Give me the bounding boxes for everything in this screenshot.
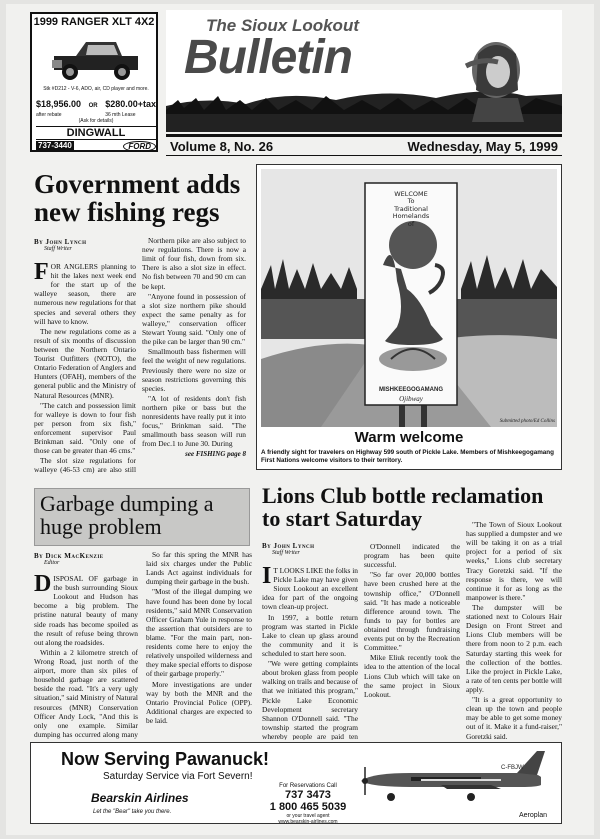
sign-language-name: Ojibway — [399, 395, 423, 403]
fishing-paragraph: Smallmouth bass fishermen will feel the weight of new regulations. Previously there were no size or season restrictions governing this species. — [142, 347, 246, 393]
lions-column-3 — [466, 520, 562, 740]
fishing-column-1 — [34, 262, 136, 476]
lions-dropcap: I — [262, 566, 272, 589]
airplane-image — [351, 745, 551, 811]
masthead-title: Bulletin — [184, 31, 352, 84]
aeroplan-logo: Aeroplan — [518, 812, 547, 819]
photo-feature — [256, 164, 562, 470]
airline-advertisement — [30, 742, 562, 824]
volume-number: Volume 8, No. 26 — [170, 138, 274, 154]
lions-lead: T LOOKS LIKE the folks in Pickle Lake may have given Sioux Lookout an excellent idea for part of the ongoing town clean-up project. — [262, 566, 358, 612]
airline-ad-subhead: Saturday Service via Fort Severn! — [103, 771, 253, 782]
truck-ask-note: (Ask for details) — [78, 118, 114, 124]
lions-byline: By John Lynch — [262, 542, 315, 550]
photo-credit: Submitted photo/Ed Collins — [499, 419, 555, 424]
lions-paragraph: Mike Eliuk recently took the idea to the attention of the local Lions Club which will take on the same project in Sioux Lookout. — [364, 653, 460, 699]
welcome-sign-photo — [261, 169, 557, 427]
truck-stock-line: Stk #D212 - V-6, ADO, air, CD player and more. — [43, 86, 149, 92]
sign-line: WELCOME — [394, 190, 428, 198]
lions-paragraph: "The Town of Sioux Lookout has supplied a dumpster and we will be taking it on as a trial project for a period of six weeks," Lions club secretary Tracy Goretzki said. "If the response is there, we will continue it for as long as the manpower is there." — [466, 520, 562, 602]
truck-price-or: OR — [88, 103, 98, 109]
fishing-byline: By John Lynch — [34, 238, 87, 246]
fishing-column-2 — [142, 236, 246, 482]
garbage-byline-role: Editor — [44, 560, 60, 566]
garbage-lead: ISPOSAL OF garbage in the bush surrounding Sioux Lookout and Hudson has become a big problem. The pristine natural beauty of many side roads has become spoiled as the result of refuse being thrown out along the roadsides. — [34, 574, 138, 647]
truck-price-row — [36, 94, 156, 118]
dealer-phone: 737-3440 — [38, 141, 72, 150]
masthead — [166, 10, 562, 132]
pickup-truck-image — [46, 34, 146, 82]
garbage-paragraph: So far this spring the MNR has laid six charges under the Public Lands Act against individuals for dumping their garbage in the bush. — [146, 550, 252, 587]
fishing-paragraph: "Anyone found in possession of a slot size northern pike should expect the same penalty as for walleye," conservation officer Stewart Young said. "Only one of the pike can be larger than 90 cm." — [142, 291, 246, 347]
truck-price-lease: $280.00+tax — [105, 99, 156, 109]
reservation-phone-tollfree: 1 800 465 5039 — [269, 801, 347, 813]
reservation-note: or your travel agent — [286, 813, 330, 819]
fishing-byline-role: Staff Writer — [44, 246, 72, 252]
sign-line: Traditional Homelands — [392, 204, 430, 221]
garbage-column-2 — [146, 550, 252, 740]
issue-date: Wednesday, May 5, 1999 — [407, 138, 558, 154]
dateline-bar — [166, 134, 562, 156]
aircraft-registration: C-FBJW — [501, 765, 524, 771]
fishing-continued-link[interactable]: see FISHING page 8 — [185, 449, 246, 458]
dealer-name: DINGWALL — [36, 126, 156, 140]
garbage-byline-block — [34, 550, 144, 570]
truck-ad-headline: 1999 RANGER XLT 4X2 — [33, 16, 155, 28]
reservation-label: For Reservations Call — [279, 783, 337, 789]
fishing-paragraph: Northern pike are also subject to new regulations. There is now a limit of four fish, down from six. There is also a slot size in effect. No fish between 70 and 90 cm can be kept. — [142, 236, 246, 291]
garbage-dropcap: D — [34, 574, 52, 597]
truck-price-purchase-note: after rebate — [36, 112, 62, 118]
sign-line: of — [407, 219, 415, 228]
garbage-byline: By Dick MacKenzie — [34, 552, 104, 560]
lions-column-1 — [262, 566, 358, 740]
lions-byline-block — [262, 540, 352, 560]
airline-brand: Bearskin Airlines — [91, 791, 189, 805]
airline-tagline: Let the "Bear" take you there. — [93, 809, 172, 815]
ford-logo: FORD — [123, 141, 156, 152]
sign-lettering — [375, 191, 447, 228]
fishing-dropcap: F — [34, 262, 49, 285]
fishing-paragraph: "A lot of residents don't fish northern pike or bass but the nonresidents have really put it into focus," Brinkman said. "The smallmouth bass season will run from Dec.1 to June 30. During — [142, 393, 246, 449]
photo-headline: Warm welcome — [354, 429, 464, 446]
lions-paragraph: "So far over 20,000 bottles have been crushed here at the township office," O'Donnell said. "It has made a noticeable difference around town. The funds to pay for bottles are obtained through fundraising events put on by the Recreation Committee." — [364, 570, 460, 653]
fishing-paragraph: The slot size regulations for walleye (46-53 cm) are also still — [34, 456, 136, 475]
lions-byline-role: Staff Writer — [272, 550, 300, 556]
dealer-block — [36, 126, 156, 150]
fishing-lead: OR ANGLERS planning to hit the lakes next week end for the start up of the walleye season, there are numerous new regulations for that species and several others they will have to know. — [34, 262, 136, 326]
garbage-paragraph: Within a 2 kilometre stretch of Wrong Road, just north of the airport, more than six piles of household garbage are scattered beside the road. "It's a very ugly situation," said Ministry of Natural resources (MNR) Conservation Officer Andy Lock, "And this is only one example. Similar dumping has occurred along many — [34, 647, 138, 739]
fishing-byline-block — [34, 236, 134, 256]
garbage-headline: Garbage dumping a huge problem — [40, 491, 214, 540]
sign-community-name: MISHKEEGOGAMANG — [378, 387, 443, 393]
garbage-column-1 — [34, 574, 138, 740]
fishing-headline: Government adds new fishing regs — [34, 169, 241, 228]
lions-headline: Lions Club bottle reclamation to start Saturday — [262, 483, 544, 532]
airline-ad-headline: Now Serving Pawanuck! — [61, 749, 270, 769]
garbage-paragraph: More investigations are under way by both the MNR and the Ontario Provincial Police (OPP). Additional charges are expected to be laid. — [146, 679, 252, 725]
truck-price-purchase: $18,956.00 — [36, 99, 82, 109]
airline-website[interactable]: www.bearskin-airlines.com — [278, 819, 338, 825]
reservation-phone-local: 737 3473 — [285, 789, 331, 801]
lions-paragraph: In 1997, a bottle return program was started in Pickle Lake to clean up glass around the community and it is scheduled to start here soon. — [262, 612, 358, 658]
truck-advertisement — [30, 12, 158, 152]
lions-paragraph: "It is a great opportunity to clean up the town and people may be able to get some money out of it. Make it a fund-raiser," Goretzki said. — [466, 695, 562, 740]
reservation-block — [253, 783, 363, 825]
fishing-paragraph: "The catch and possession limit for walleye is down to four fish per person from six fish," enforcement supervisor Paul Brinkman said. "Only one of those can be greater than 46 cms." — [34, 400, 136, 456]
photo-caption: A friendly sight for travelers on Highway 599 south of Pickle Lake. Members of Mishkeegogamang First Nations welcome visitors to their territory. — [261, 449, 554, 464]
garbage-paragraph: "Most of the illegal dumping we have found has been done by local residents," said MNR Conservation Officer Graham Yule in response to the assertion that outsiders are to blame. "For the main part, non-residents come here to enjoy the relatively unspoiled wilderness and they make special efforts to dispose of their garbage properly." — [146, 587, 252, 679]
lions-paragraph: "We were getting complaints about broken glass from people walking on trails and because of that we initiated this program," Pickle Lake Economic Development secretary Shannon O'Donnell said. "The township started the program whereby people are paid ten — [262, 659, 358, 740]
lions-paragraph: The dumpster will be stationed next to Colours Hair Design on Front Street and Lions Club members will be there from noon to 2 p.m. each Saturday starting this week for the collection of the bottles. Like the project in Pickle Lake, a rate of ten cents per bottle will apply. — [466, 602, 562, 694]
sign-line: To — [407, 197, 415, 206]
lions-column-2 — [364, 542, 460, 740]
lions-paragraph: O'Donnell indicated the program has been quite successful. — [364, 542, 460, 570]
masthead-subtitle: The Sioux Lookout — [206, 16, 359, 35]
truck-price-lease-note: 36 mth Lease — [105, 112, 136, 118]
fishing-paragraph: The new regulations come as a result of six months of discussion between the Northern Ontario Tourist Outfitters (NOTO), the Ontario Federation of Anglers and Hunters (OFAH), members of the general public and the Ministry of Natural Resources (MNR). — [34, 326, 136, 400]
